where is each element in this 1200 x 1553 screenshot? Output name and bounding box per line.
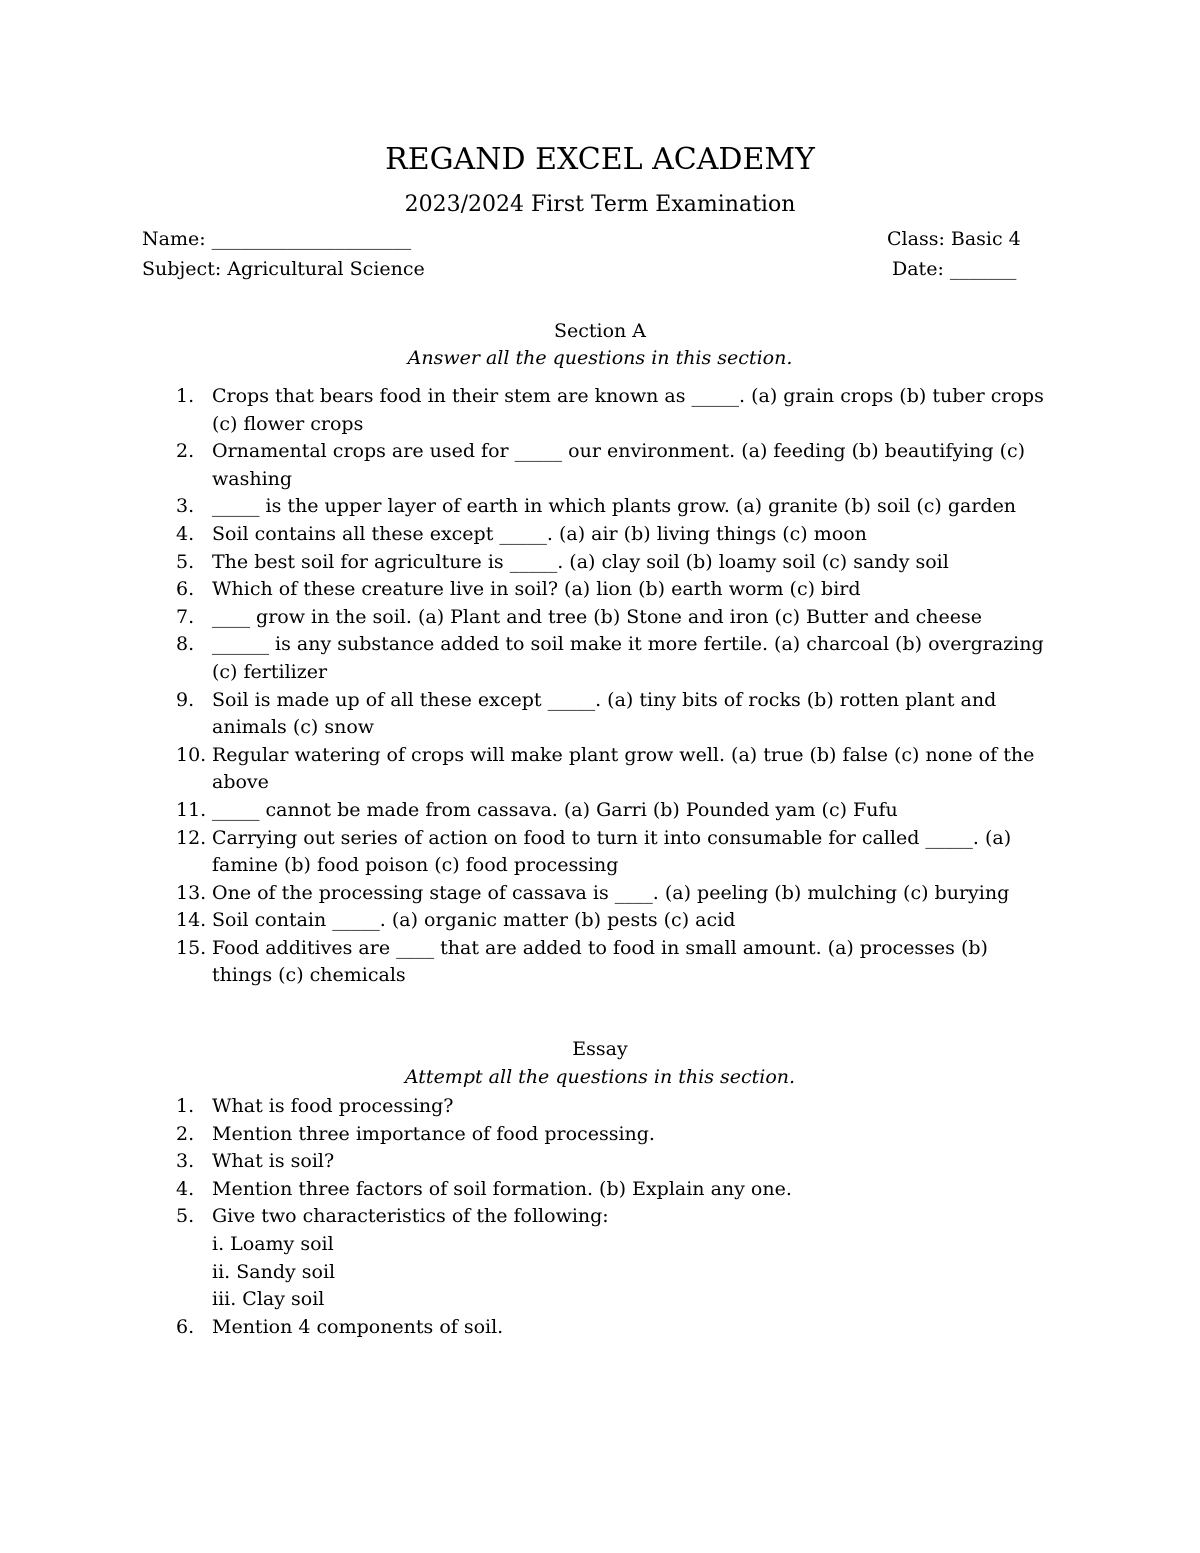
question-text: Crops that bears food in their stem are known as _____. (a) grain crops (b) tuber crops (c) flower crops (212, 385, 1044, 435)
question-item (142, 438, 1052, 493)
question-item (142, 742, 1052, 797)
question-item (142, 576, 1052, 604)
question-number: 1. (176, 1095, 195, 1117)
question-text: ______ is any substance added to soil make it more fertile. (a) charcoal (b) overgrazing (c) fertilizer (212, 633, 1044, 683)
question-item (142, 383, 1052, 438)
date-field-label: Date: _______ (892, 258, 1017, 280)
sub-item-sandy-soil: ii. Sandy soil (212, 1260, 336, 1283)
question-item (142, 880, 1052, 908)
sub-item-loamy-soil: i. Loamy soil (212, 1232, 334, 1255)
question-number: 4. (176, 522, 195, 545)
question-number: 13. (176, 881, 207, 904)
subject-date-row (142, 258, 1028, 286)
question-text: What is food processing? (212, 1095, 454, 1117)
essay-question-item (142, 1203, 1052, 1313)
question-text: Soil contains all these except _____. (a) air (b) living things (c) moon (212, 522, 867, 545)
section-a-question-list (142, 383, 1052, 990)
question-item (142, 493, 1052, 521)
question-text: Ornamental crops are used for _____ our environment. (a) feeding (b) beautifying (c) washing (212, 440, 1026, 490)
question-text: Mention three importance of food processing. (212, 1122, 655, 1145)
question-item (142, 631, 1052, 686)
question-item (142, 604, 1052, 632)
question-number: 12. (176, 826, 207, 849)
name-class-row (142, 228, 1028, 256)
exam-title: 2023/2024 First Term Examination (404, 192, 796, 217)
question-text: _____ cannot be made from cassava. (a) Garri (b) Pounded yam (c) Fufu (212, 798, 898, 821)
question-item (142, 907, 1052, 935)
sub-item-clay-soil: iii. Clay soil (212, 1288, 325, 1311)
section-a-heading: Section A (553, 320, 647, 342)
question-number: 7. (176, 605, 195, 628)
question-text: The best soil for agriculture is _____. (a) clay soil (b) loamy soil (c) sandy soil (212, 550, 949, 573)
question-number: 6. (176, 578, 195, 601)
essay-instruction: Attempt all the questions in this section. (404, 1066, 796, 1088)
question-number: 10. (176, 743, 207, 766)
question-number: 2. (176, 1122, 195, 1145)
essay-heading: Essay (572, 1038, 628, 1060)
essay-question-list (142, 1093, 1052, 1341)
question-text: Which of these creature live in soil? (a) lion (b) earth worm (c) bird (212, 578, 861, 601)
question-item (142, 687, 1052, 742)
question-number: 9. (176, 688, 195, 711)
essay-question-item (142, 1121, 1052, 1149)
question-text: One of the processing stage of cassava is ____. (a) peeling (b) mulching (c) burying (212, 881, 1010, 904)
question-text: _____ is the upper layer of earth in which plants grow. (a) granite (b) soil (c) garden (212, 495, 1017, 518)
school-name: REGAND EXCEL ACADEMY (385, 142, 815, 177)
question-item (142, 935, 1052, 990)
essay-question-item (142, 1093, 1052, 1121)
question-number: 14. (176, 909, 207, 932)
question-text: Mention 4 components of soil. (212, 1315, 504, 1338)
question-item (142, 521, 1052, 549)
essay-question-item (142, 1314, 1052, 1342)
name-field-label: Name: _____________________ (142, 228, 412, 250)
essay-question-item (142, 1148, 1052, 1176)
question-number: 11. (176, 798, 207, 821)
question-number: 1. (176, 385, 195, 407)
question-number: 5. (176, 550, 195, 573)
question-number: 2. (176, 440, 195, 463)
question-text: What is soil? (212, 1150, 335, 1173)
question-text: ____ grow in the soil. (a) Plant and tree (b) Stone and iron (c) Butter and cheese (212, 605, 983, 628)
question-text: Regular watering of crops will make plant grow well. (a) true (b) false (c) none of the above (212, 743, 1035, 794)
question-text: Soil contain _____. (a) organic matter (b) pests (c) acid (212, 909, 736, 932)
class-label: Class: Basic 4 (887, 228, 1021, 250)
question-number: 3. (176, 1150, 195, 1173)
question-number: 6. (176, 1315, 195, 1338)
question-number: 8. (176, 633, 195, 656)
question-text: Food additives are ____ that are added to food in small amount. (a) processes (b) things (c) chemicals (212, 936, 988, 987)
question-item (142, 797, 1052, 825)
question-text: Carrying out series of action on food to turn it into consumable for called _____. (a) famine (b) food poison (c) food processing (212, 826, 1012, 877)
subject-label: Subject: Agricultural Science (142, 258, 425, 280)
question-text: Give two characteristics of the following: (212, 1205, 609, 1228)
question-number: 5. (176, 1205, 195, 1228)
question-text: Mention three factors of soil formation. (b) Explain any one. (212, 1177, 792, 1200)
question-number: 4. (176, 1177, 195, 1200)
section-a-instruction: Answer all the questions in this section. (407, 347, 793, 369)
question-text: Soil is made up of all these except _____. (a) tiny bits of rocks (b) rotten plant and animals (c) snow (212, 688, 997, 739)
question-item (142, 549, 1052, 577)
question-number: 3. (176, 495, 195, 518)
question-number: 15. (176, 936, 207, 959)
essay-question-item (142, 1176, 1052, 1204)
question-item (142, 825, 1052, 880)
